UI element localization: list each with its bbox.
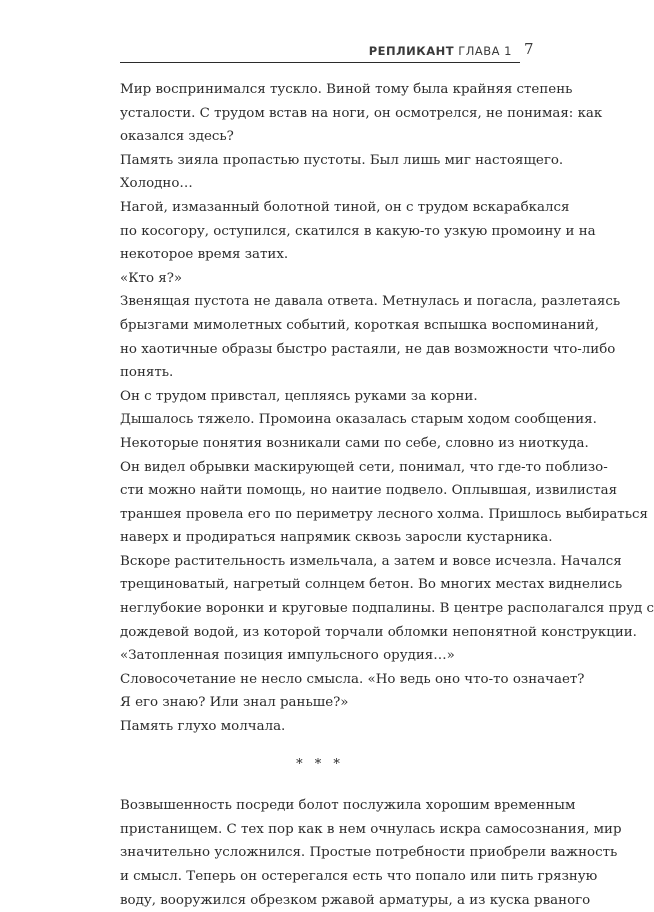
paragraph [120,196,596,267]
text-line: усталости. С трудом встав на ноги, он осмотрелся, не понимая: как [120,105,603,121]
text-line: и смысл. Теперь он остерегался есть что попало или пить грязную [120,869,598,884]
text-line: оказался здесь? [120,129,234,145]
paragraph [120,794,622,912]
text-block-after-separator [120,794,622,912]
text-line: Звенящая пустота не давала ответа. Метнулась и погасла, разлетаясь [120,294,621,310]
text-line: Память зияла пропастью пустоты. Был лишь миг настоящего. [120,152,564,168]
paragraph [120,290,621,384]
text-line: трещиноватый, нагретый солнцем бетон. Во многих местах виднелись [120,577,623,593]
paragraph [120,408,597,455]
body-text [120,78,654,912]
text-line: пристанищем. С тех пор как в нем очнулась искра самосознания, мир [120,821,622,837]
text-line: дождевой водой, из которой торчали обломки непонятной конструкции. [120,624,637,640]
text-line: Я его знаю? Или знал раньше?» [120,695,349,711]
text-line: «Кто я?» [120,270,183,286]
paragraph [120,715,520,739]
text-line: Он с трудом привстал, цепляясь руками за корни. [120,388,478,404]
paragraph [120,149,564,173]
text-line: неглубокие воронки и круговые подпалины. В центре располагался пруд с [120,601,654,617]
paragraph [120,385,520,409]
text-line: Он видел обрывки маскирующей сети, понимал, что где-то поблизо- [120,459,608,475]
text-line: Нагой, измазанный болотной тиной, он с трудом вскарабкался [120,199,570,215]
text-line: некоторое время затих. [120,247,289,263]
text-line: наверх и продираться напрямик сквозь заросли кустарника. [120,530,553,546]
text-line: Память глухо молчала. [120,719,286,735]
paragraph [120,78,603,149]
running-header [368,40,534,58]
paragraph [120,644,520,668]
text-line: Вскоре растительность измельчала, а затем и вовсе исчезла. Начался [120,553,622,569]
text-line: сти можно найти помощь, но наитие подвело. Оплывшая, извилистая [120,483,618,499]
book-title: РЕПЛИКАНТ [368,44,455,58]
page-number: 7 [523,40,534,58]
text-line: траншея провела его по периметру лесного холма. Пришлось выбираться [120,506,648,522]
header-rule [120,62,520,63]
paragraph [120,550,654,644]
text-line: Возвышенность посреди болот послужила хорошим временным [120,798,576,814]
text-line: воду, вооружился обрезком ржавой арматуры, а из куска рваного [120,892,591,908]
text-line: брызгами мимолетных событий, короткая вспышка воспоминаний, [120,317,599,333]
paragraph [120,172,520,196]
text-line: Дышалось тяжело. Промоина оказалась старым ходом сообщения. [120,412,597,428]
chapter-label: ГЛАВА 1 [458,44,512,58]
paragraph [120,267,520,291]
text-line: но хаотичные образы быстро растаяли, не дав возможности что-либо [120,341,616,357]
text-line: Словосочетание не несло смысла. «Но ведь оно что-то означает? [120,671,585,687]
text-line: значительно усложнился. Простые потребности приобрели важность [120,845,618,861]
paragraph [120,668,585,715]
text-line: Некоторые понятия возникали сами по себе, словно из ниоткуда. [120,435,589,451]
text-line: по косогору, оступился, скатился в какую-то узкую промоину и на [120,223,596,239]
text-line: «Затопленная позиция импульсного орудия…» [120,648,455,664]
text-block-before-separator [120,78,654,739]
paragraph [120,456,648,550]
text-line: Холодно… [120,176,193,192]
text-line: Мир воспринимался тускло. Виной тому была крайняя степень [120,82,573,97]
text-line: понять. [120,365,174,381]
section-separator: * * * [296,756,344,772]
